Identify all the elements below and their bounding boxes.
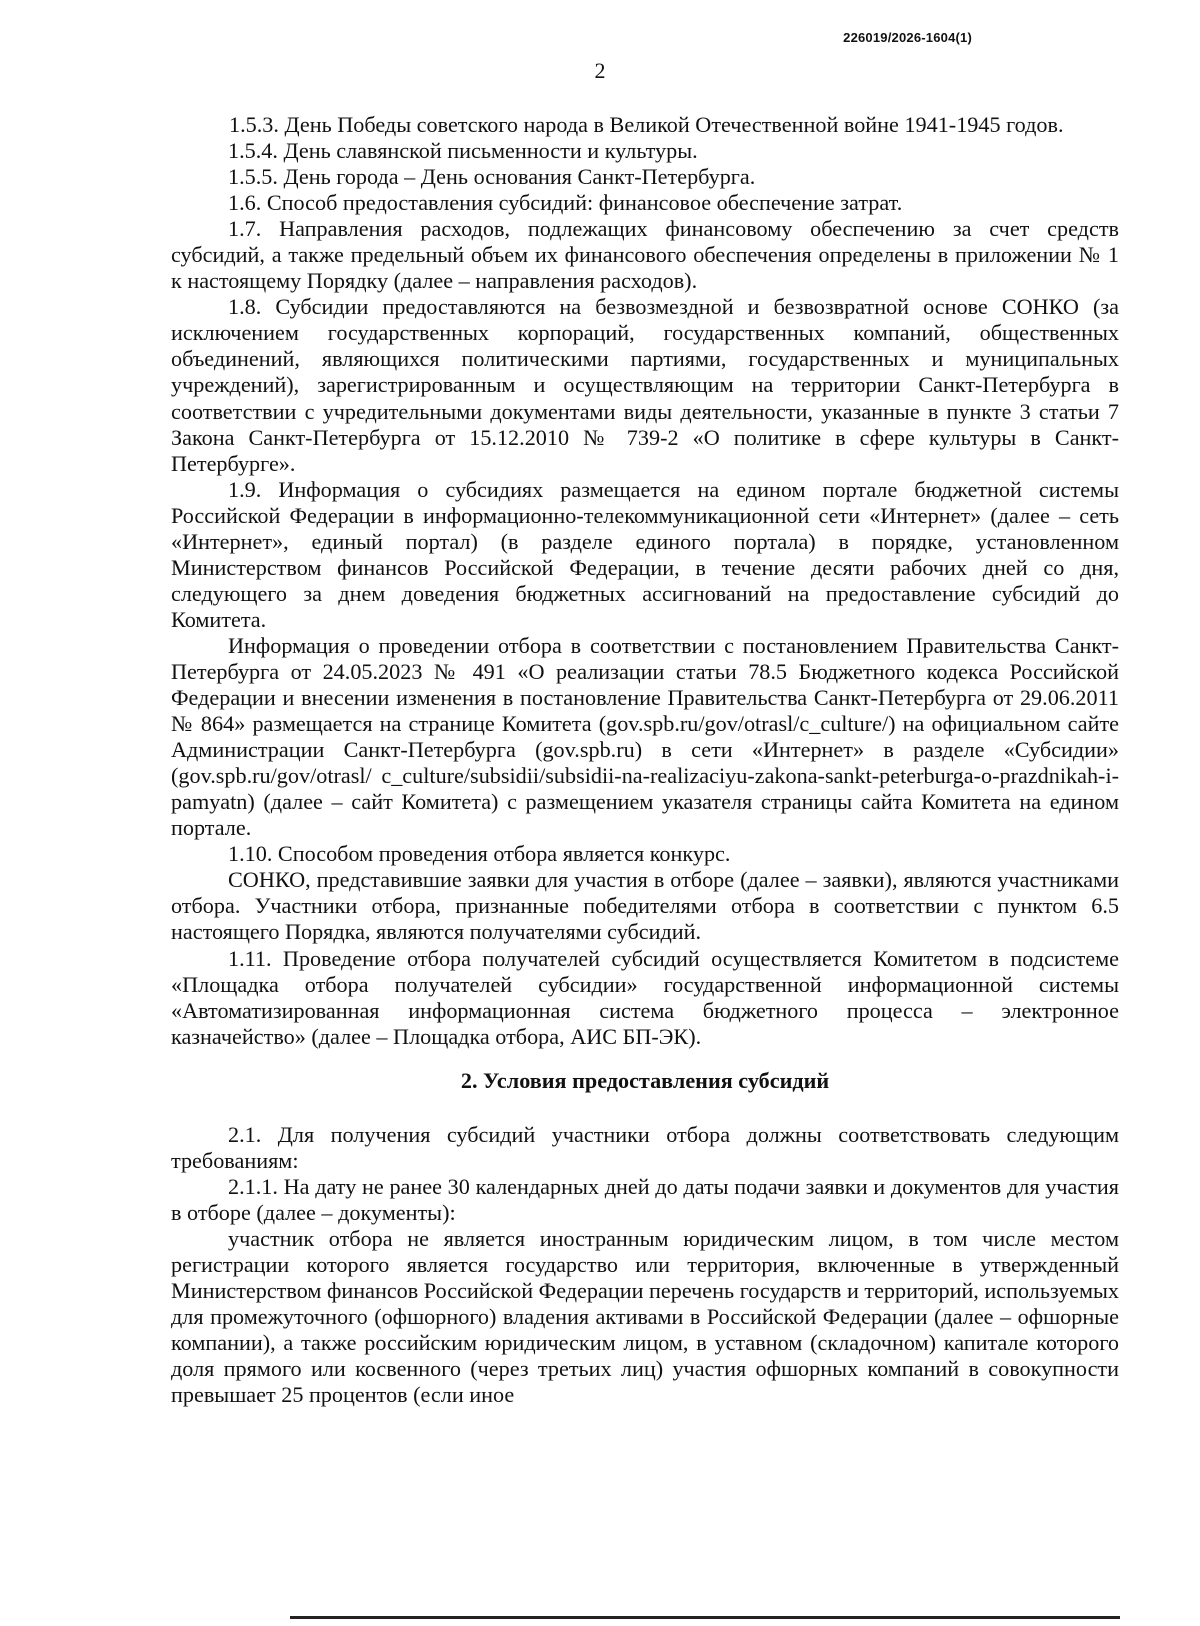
page-number: 2 — [594, 58, 606, 83]
paragraph-1-10: 1.10. Способом проведения отбора является конкурс. — [228, 841, 731, 867]
paragraph-participants: СОНКО, представившие заявки для участия в отборе (далее – заявки), являются участниками отбора. Участники отбора, признанные победителями отбора в соответствии с пунктом 6.5 настоящего Порядка, являются получателями субсидий. — [171, 867, 1119, 945]
paragraph-1-5-4: 1.5.4. День славянской письменности и культуры. — [228, 138, 698, 164]
paragraph-1-7: 1.7. Направления расходов, подлежащих финансовому обеспечению за счет средств субсидий, а также предельный объем их финансового обеспечения определены в приложении № 1 к настоящему Порядку (далее – направления расходов). — [171, 216, 1119, 294]
paragraph-offshore: участник отбора не является иностранным юридическим лицом, в том числе местом регистрации которого является государство или территория, включенные в утвержденный Министерством финансов Российской Федерации перечень государств и территорий, используемых для промежуточного (офшорного) владения активами в Российской Федерации (далее – офшорные компании), а также российским юридическим лицом, в уставном (складочном) капитале которого доля прямого или косвенного (через третьих лиц) участия офшорных компаний в совокупности превышает 25 процентов (если иное — [171, 1225, 1119, 1408]
footer-rule — [290, 1616, 1120, 1619]
paragraph-1-9: 1.9. Информация о субсидиях размещается на едином портале бюджетной системы Российской Федерации в информационно-телекоммуникационной сети «Интернет» (далее – сеть «Интернет», единый портал) (в разделе единого портала) в порядке, установленном Министерством финансов Российской Федерации, в течение десяти рабочих дней со дня, следующего за днем доведения бюджетных ассигнований на предоставление субсидий до Комитета. — [171, 476, 1119, 632]
paragraph-selection-info: Информация о проведении отбора в соответствии с постановлением Правительства Санкт-Петербурга от 24.05.2023 № 491 «О реализации статьи 78.5 Бюджетного кодекса Российской Федерации и внесении изменения в постановление Правительства Санкт-Петербурга от 29.06.2011 № 864» размещается на странице Комитета (gov.spb.ru/gov/otrasl/c_culture/) на официальном сайте Администрации Санкт-Петербурга (gov.spb.ru) в сети «Интернет» в разделе «Субсидии» (gov.spb.ru/gov/otrasl/ c_culture/subsidii/subsidii-na-realizaciyu-zakona-sankt-peterburga-o-prazdnikah-i-pamyatn) (далее – сайт Комитета) с размещением указателя страницы сайта Комитета на едином портале. — [171, 632, 1119, 841]
paragraph-1-8: 1.8. Субсидии предоставляются на безвозмездной и безвозвратной основе СОНКО (за исключением государственных корпораций, государственных компаний, общественных объединений, являющихся политическими партиями, государственных и муниципальных учреждений), зарегистрированным и осуществляющим на территории Санкт-Петербурга в соответствии с учредительными документами виды деятельности, указанные в пункте 3 статьи 7 Закона Санкт-Петербурга от 15.12.2010 № 739-2 «О политике в сфере культуры в Санкт-Петербурге». — [171, 294, 1119, 476]
paragraph-2-1-1: 2.1.1. На дату не ранее 30 календарных дней до даты подачи заявки и документов для участия в отборе (далее – документы): — [171, 1173, 1119, 1225]
paragraph-1-5-5: 1.5.5. День города – День основания Санкт-Петербурга. — [228, 164, 756, 190]
paragraph-1-6: 1.6. Способ предоставления субсидий: финансовое обеспечение затрат. — [228, 190, 903, 216]
paragraph-2-1: 2.1. Для получения субсидий участники отбора должны соответствовать следующим требованиям: — [171, 1121, 1119, 1173]
document-body — [171, 112, 1119, 1408]
section-heading: 2. Условия предоставления субсидий — [460, 1067, 830, 1093]
document-id: 226019/2026-1604(1) — [843, 30, 972, 45]
paragraph-1-11: 1.11. Проведение отбора получателей субсидий осуществляется Комитетом в подсистеме «Площадка отбора получателей субсидии» государственной информационной системы «Автоматизированная информационная система бюджетного процесса – электронное казначейство» (далее – Площадка отбора, АИС БП-ЭК). — [171, 945, 1119, 1049]
paragraph-1-5-3: 1.5.3. День Победы советского народа в Великой Отечественной войне 1941-1945 годов. — [229, 112, 1064, 137]
